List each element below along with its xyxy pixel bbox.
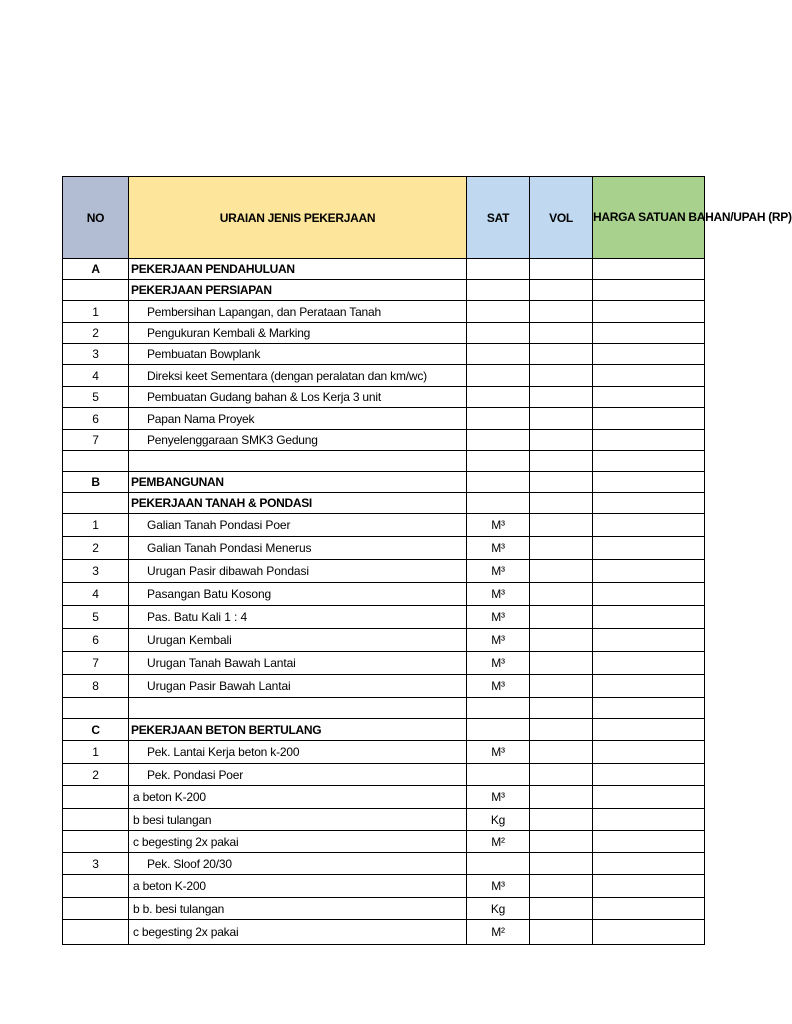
header-sat: SAT [467, 177, 530, 259]
row-desc: Galian Tanah Pondasi Poer [129, 514, 467, 537]
row-desc: c begesting 2x pakai [129, 831, 467, 853]
row-harga [593, 831, 705, 853]
row-vol [530, 280, 593, 301]
row-harga [593, 764, 705, 786]
table-row [63, 741, 705, 764]
table-row [63, 764, 705, 786]
row-sat: M³ [467, 629, 530, 652]
row-vol [530, 606, 593, 629]
row-desc [129, 698, 467, 719]
row-sat [467, 719, 530, 741]
table-row [63, 472, 705, 493]
header-row [63, 177, 705, 259]
row-sat [467, 301, 530, 323]
row-desc: PEKERJAAN TANAH & PONDASI [129, 493, 467, 514]
row-vol [530, 786, 593, 809]
row-vol [530, 629, 593, 652]
row-sat [467, 344, 530, 365]
row-desc: Galian Tanah Pondasi Menerus [129, 537, 467, 560]
row-harga [593, 606, 705, 629]
row-harga [593, 719, 705, 741]
row-sat: M³ [467, 514, 530, 537]
row-sat: M³ [467, 560, 530, 583]
table-row [63, 387, 705, 408]
row-harga [593, 259, 705, 280]
table-row [63, 875, 705, 898]
table-row [63, 920, 705, 945]
row-vol [530, 430, 593, 451]
row-desc: Pas. Batu Kali 1 : 4 [129, 606, 467, 629]
row-desc: Pengukuran Kembali & Marking [129, 323, 467, 344]
row-sat: M³ [467, 537, 530, 560]
table-row [63, 786, 705, 809]
header-no: NO [63, 177, 129, 259]
row-sat [467, 451, 530, 472]
row-sat [467, 259, 530, 280]
row-no: 3 [63, 344, 129, 365]
table-row [63, 365, 705, 387]
table-row [63, 280, 705, 301]
row-no [63, 809, 129, 831]
row-desc: a beton K-200 [129, 786, 467, 809]
header-vol: VOL [530, 177, 593, 259]
row-no: A [63, 259, 129, 280]
row-sat: M³ [467, 606, 530, 629]
row-no: 2 [63, 323, 129, 344]
row-desc: PEKERJAAN PERSIAPAN [129, 280, 467, 301]
table-row [63, 451, 705, 472]
row-vol [530, 259, 593, 280]
row-no: B [63, 472, 129, 493]
table-row [63, 344, 705, 365]
row-no: 2 [63, 764, 129, 786]
row-desc: Pembuatan Gudang bahan & Los Kerja 3 unit [129, 387, 467, 408]
row-no: 7 [63, 652, 129, 675]
row-no: C [63, 719, 129, 741]
table-row [63, 259, 705, 280]
row-sat: M² [467, 831, 530, 853]
row-no [63, 831, 129, 853]
table-row [63, 853, 705, 875]
row-vol [530, 583, 593, 606]
row-desc: Urugan Pasir dibawah Pondasi [129, 560, 467, 583]
header-uraian: URAIAN JENIS PEKERJAAN [129, 177, 467, 259]
row-no: 3 [63, 853, 129, 875]
row-desc: Pasangan Batu Kosong [129, 583, 467, 606]
row-harga [593, 741, 705, 764]
row-desc: Pek. Sloof 20/30 [129, 853, 467, 875]
row-desc: Pek. Lantai Kerja beton k-200 [129, 741, 467, 764]
row-vol [530, 560, 593, 583]
row-no: 5 [63, 606, 129, 629]
row-harga [593, 387, 705, 408]
row-harga [593, 430, 705, 451]
row-no [63, 280, 129, 301]
row-no [63, 898, 129, 920]
header-harga: HARGA SATUAN BAHAN/UPAH (RP) [593, 177, 705, 259]
row-sat: M³ [467, 652, 530, 675]
row-vol [530, 344, 593, 365]
row-vol [530, 323, 593, 344]
row-harga [593, 853, 705, 875]
row-vol [530, 741, 593, 764]
table-row [63, 719, 705, 741]
row-sat: Kg [467, 898, 530, 920]
row-sat [467, 764, 530, 786]
row-harga [593, 809, 705, 831]
row-harga [593, 652, 705, 675]
row-vol [530, 853, 593, 875]
row-harga [593, 323, 705, 344]
row-vol [530, 365, 593, 387]
row-sat [467, 408, 530, 430]
row-desc [129, 451, 467, 472]
row-harga [593, 786, 705, 809]
row-desc: Pembersihan Lapangan, dan Perataan Tanah [129, 301, 467, 323]
row-sat: M³ [467, 583, 530, 606]
row-vol [530, 719, 593, 741]
row-desc: Urugan Tanah Bawah Lantai [129, 652, 467, 675]
row-vol [530, 493, 593, 514]
row-sat [467, 430, 530, 451]
table-row [63, 408, 705, 430]
row-vol [530, 831, 593, 853]
row-no [63, 451, 129, 472]
table-row [63, 698, 705, 719]
row-sat: M³ [467, 741, 530, 764]
row-no [63, 920, 129, 945]
row-harga [593, 583, 705, 606]
row-no: 1 [63, 301, 129, 323]
row-no: 5 [63, 387, 129, 408]
row-desc: Penyelenggaraan SMK3 Gedung [129, 430, 467, 451]
row-no: 6 [63, 629, 129, 652]
row-sat [467, 472, 530, 493]
row-no: 2 [63, 537, 129, 560]
row-no [63, 698, 129, 719]
row-no: 4 [63, 365, 129, 387]
row-harga [593, 365, 705, 387]
row-vol [530, 875, 593, 898]
row-vol [530, 451, 593, 472]
row-no: 7 [63, 430, 129, 451]
row-harga [593, 472, 705, 493]
row-no: 4 [63, 583, 129, 606]
row-harga [593, 493, 705, 514]
table-row [63, 831, 705, 853]
row-desc: PEKERJAAN PENDAHULUAN [129, 259, 467, 280]
table-row [63, 560, 705, 583]
row-sat: M³ [467, 875, 530, 898]
table-row [63, 629, 705, 652]
row-vol [530, 920, 593, 945]
row-harga [593, 514, 705, 537]
row-no [63, 875, 129, 898]
row-desc: PEKERJAAN BETON BERTULANG [129, 719, 467, 741]
row-vol [530, 809, 593, 831]
row-harga [593, 920, 705, 945]
row-harga [593, 560, 705, 583]
row-desc: Pek. Pondasi Poer [129, 764, 467, 786]
row-harga [593, 698, 705, 719]
row-sat [467, 698, 530, 719]
table-row [63, 537, 705, 560]
table-row [63, 583, 705, 606]
row-sat: Kg [467, 809, 530, 831]
table-row [63, 652, 705, 675]
row-harga [593, 537, 705, 560]
row-sat: M² [467, 920, 530, 945]
row-vol [530, 514, 593, 537]
work-items-table [62, 176, 792, 945]
row-harga [593, 408, 705, 430]
table-row [63, 493, 705, 514]
row-no: 8 [63, 675, 129, 698]
row-desc: b besi tulangan [129, 809, 467, 831]
table-row [63, 606, 705, 629]
row-no: 6 [63, 408, 129, 430]
table-row [63, 675, 705, 698]
row-vol [530, 652, 593, 675]
row-vol [530, 472, 593, 493]
table-row [63, 898, 705, 920]
row-harga [593, 301, 705, 323]
row-desc: Urugan Pasir Bawah Lantai [129, 675, 467, 698]
row-vol [530, 764, 593, 786]
row-sat: M³ [467, 786, 530, 809]
row-desc: c begesting 2x pakai [129, 920, 467, 945]
row-desc: Pembuatan Bowplank [129, 344, 467, 365]
row-desc: Direksi keet Sementara (dengan peralatan dan km/wc) [129, 365, 467, 387]
row-sat: M³ [467, 675, 530, 698]
row-harga [593, 451, 705, 472]
row-vol [530, 387, 593, 408]
row-harga [593, 280, 705, 301]
row-no: 3 [63, 560, 129, 583]
row-harga [593, 898, 705, 920]
row-vol [530, 698, 593, 719]
row-vol [530, 898, 593, 920]
row-sat [467, 280, 530, 301]
row-desc: Papan Nama Proyek [129, 408, 467, 430]
row-desc: PEMBANGUNAN [129, 472, 467, 493]
row-desc: Urugan Kembali [129, 629, 467, 652]
row-sat [467, 323, 530, 344]
table-row [63, 301, 705, 323]
row-desc: b b. besi tulangan [129, 898, 467, 920]
row-vol [530, 301, 593, 323]
table-row [63, 430, 705, 451]
table-row [63, 514, 705, 537]
row-sat [467, 493, 530, 514]
table-row [63, 323, 705, 344]
table-row [63, 809, 705, 831]
row-sat [467, 365, 530, 387]
row-no: 1 [63, 741, 129, 764]
row-harga [593, 875, 705, 898]
row-vol [530, 675, 593, 698]
row-sat [467, 387, 530, 408]
row-desc: a beton K-200 [129, 875, 467, 898]
row-no [63, 786, 129, 809]
row-no [63, 493, 129, 514]
row-harga [593, 675, 705, 698]
row-harga [593, 629, 705, 652]
row-vol [530, 537, 593, 560]
row-vol [530, 408, 593, 430]
row-sat [467, 853, 530, 875]
row-harga [593, 344, 705, 365]
row-no: 1 [63, 514, 129, 537]
